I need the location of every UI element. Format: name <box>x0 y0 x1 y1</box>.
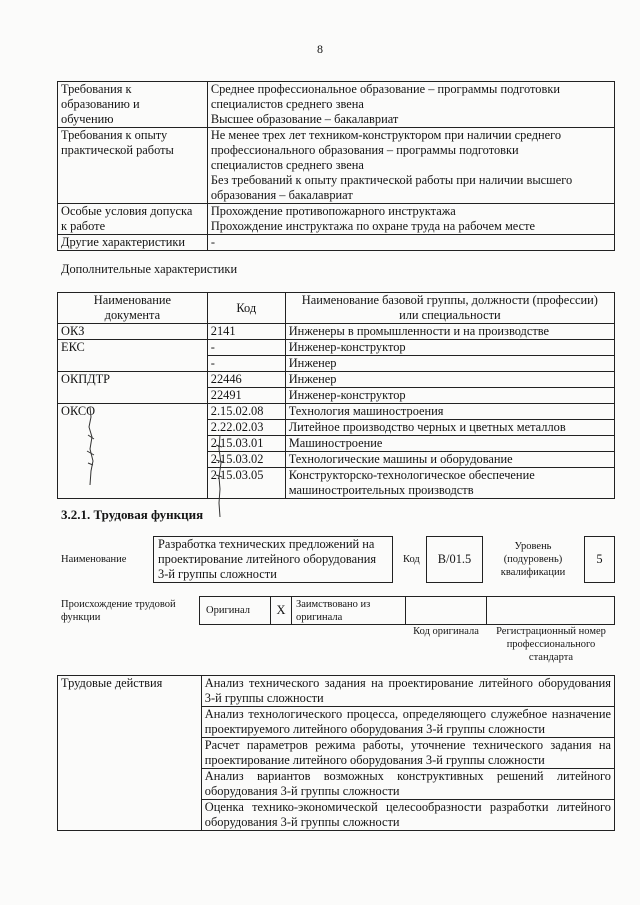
req-value-line: профессионального образования – программы подготовки <box>210 143 519 157</box>
req-label-line: Требования к <box>61 82 132 96</box>
extra-doc: ОКСО <box>58 404 208 499</box>
extra-name: Технологические машины и оборудование <box>285 452 614 468</box>
extra-header-name <box>285 293 614 324</box>
extra-code: 2.15.03.02 <box>207 452 285 468</box>
req-label-line: образованию и <box>61 97 140 111</box>
req-label <box>58 82 208 128</box>
action-item: Расчет параметров режима работы, уточнение технического задания на проектирование литейного оборудования 3-й группы сложности <box>201 738 614 769</box>
req-value-line: образования – бакалавриат <box>210 188 353 202</box>
origin-cell-reg <box>486 596 615 625</box>
req-row-education <box>58 82 615 128</box>
extra-code: 2.22.02.03 <box>207 420 285 436</box>
req-label <box>58 235 208 251</box>
extra-row <box>58 340 615 356</box>
origin-label: Происхождение трудовой функции <box>61 599 176 623</box>
function-code-value: B/01.5 <box>437 552 472 566</box>
actions-label: Трудовые действия <box>58 676 202 831</box>
actions-table <box>57 675 615 831</box>
extra-header-row <box>58 293 615 324</box>
page-number: 8 <box>317 42 323 56</box>
extra-code: 22446 <box>207 372 285 388</box>
extra-name: Технология машиностроения <box>285 404 614 420</box>
req-value-line: Прохождение противопожарного инструктажа <box>210 204 456 218</box>
origin-borrowed-label: Заимствовано из оригинала <box>296 599 371 623</box>
extra-code: - <box>207 356 285 372</box>
action-item: Анализ вариантов возможных конструктивных решений литейного оборудования 3-й группы сложности <box>201 769 614 800</box>
req-value-line: Прохождение инструктажа по охране труда на рабочем месте <box>210 219 536 233</box>
origin-mark: X <box>276 603 286 617</box>
extra-header-code <box>207 293 285 324</box>
function-level-label: Уровень (подуровень) квалификации <box>500 541 566 578</box>
req-value-line: специалистов среднего звена <box>210 97 364 111</box>
req-value-line: Среднее профессиональное образование – программы подготовки <box>210 82 560 96</box>
req-row-experience <box>58 128 615 204</box>
req-label <box>58 204 208 235</box>
origin-code-caption: Код оригинала <box>413 626 479 637</box>
function-name-value: Разработка технических предложений на проектирование литейного оборудования 3-й группы сложности <box>158 537 377 581</box>
extra-code: - <box>207 340 285 356</box>
req-value-line: Без требований к опыту практической работы при наличии высшего <box>210 173 573 187</box>
req-value <box>207 235 614 251</box>
stitch-mark-icon <box>82 405 230 520</box>
extra-name: Инженер <box>285 372 614 388</box>
function-name-label: Наименование <box>61 554 127 565</box>
origin-original-label: Оригинал <box>206 605 250 616</box>
function-code-label: Код <box>403 554 420 565</box>
action-item: Анализ технического задания на проектирование литейного оборудования 3-й группы сложности <box>201 676 614 707</box>
extra-name: Инженер-конструктор <box>285 388 614 404</box>
action-row <box>58 676 615 707</box>
header-line: или специальности <box>399 308 501 322</box>
extra-row <box>58 324 615 340</box>
extra-code: 2.15.02.08 <box>207 404 285 420</box>
action-item: Оценка технико-экономической целесообразности разработки литейного оборудования 3-й группы сложности <box>201 800 614 831</box>
origin-cell-code <box>405 596 487 625</box>
req-label-line: обучению <box>61 112 114 126</box>
section-title: 3.2.1. Трудовая функция <box>61 507 204 522</box>
extra-title: Дополнительные характеристики <box>61 262 238 276</box>
extra-name: Конструкторско-технологическое обеспечение машиностроительных производств <box>285 468 614 499</box>
req-label <box>58 128 208 204</box>
req-value <box>207 204 614 235</box>
header-line: Наименование <box>93 293 171 307</box>
extra-header-doc <box>58 293 208 324</box>
req-row-other <box>58 235 615 251</box>
req-row-conditions <box>58 204 615 235</box>
requirements-table <box>57 81 615 251</box>
req-label-line: Особые условия допуска <box>61 204 193 218</box>
function-level-value: 5 <box>596 552 603 566</box>
req-value-line: - <box>210 235 215 249</box>
req-value <box>207 82 614 128</box>
header-line: документа <box>104 308 161 322</box>
req-label-line: практической работы <box>61 143 174 157</box>
req-value <box>207 128 614 204</box>
req-value-line: Не менее трех лет техником-конструктором при наличии среднего <box>210 128 562 142</box>
extra-doc: ОКЗ <box>58 324 208 340</box>
req-label-line: к работе <box>61 219 106 233</box>
extra-name: Литейное производство черных и цветных металлов <box>285 420 614 436</box>
req-label-line: Другие характеристики <box>61 235 186 249</box>
extra-code: 22491 <box>207 388 285 404</box>
extra-name: Инженер <box>285 356 614 372</box>
action-item: Анализ технологического процесса, определяющего служебное назначение проектируемого литейного оборудования 3-й группы сложности <box>201 707 614 738</box>
extra-row <box>58 372 615 388</box>
extra-doc: ЕКС <box>58 340 208 372</box>
extra-code: 2.15.03.01 <box>207 436 285 452</box>
extra-name: Инженер-конструктор <box>285 340 614 356</box>
req-value-line: Высшее образование – бакалавриат <box>210 112 399 126</box>
header-line: Код <box>236 300 257 315</box>
extra-code: 2141 <box>207 324 285 340</box>
origin-reg-caption: Регистрационный номер профессионального стандарта <box>496 626 606 663</box>
header-line: Наименование базовой группы, должности (профессии) <box>301 293 598 307</box>
req-label-line: Требования к опыту <box>61 128 168 142</box>
extra-doc: ОКПДТР <box>58 372 208 404</box>
extra-code: 2.15.03.05 <box>207 468 285 499</box>
extra-name: Инженеры в промышленности и на производстве <box>285 324 614 340</box>
extra-name: Машиностроение <box>285 436 614 452</box>
req-value-line: специалистов среднего звена <box>210 158 364 172</box>
